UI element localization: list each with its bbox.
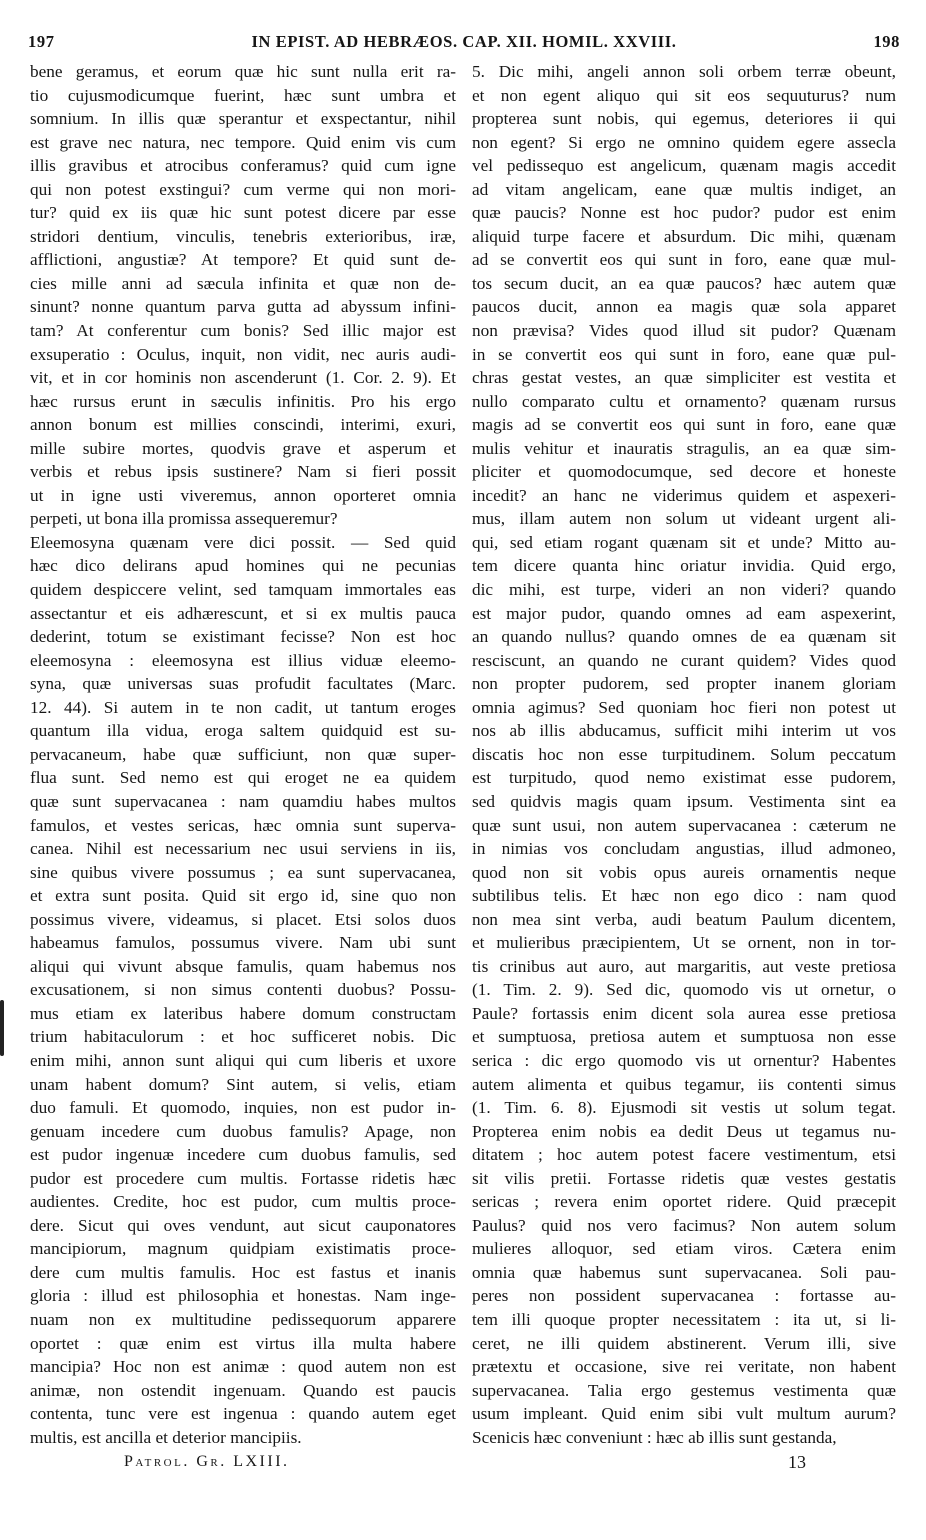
text-line: propterea sunt nobis, qui egemus, deteriores ii qui	[472, 109, 896, 129]
text-line: sed quidvis magis quam ipsum. Vestimenta sint ea	[472, 791, 896, 811]
text-line: dic mihi, est turpe, videri an non videri? quando	[472, 580, 896, 600]
text-line: audientes. Credite, hoc est pudor, cum multis proce-	[30, 1192, 456, 1212]
text-line: prætextu et occasione, sive rei veritate, non habent	[472, 1357, 896, 1377]
text-line: contenta, tunc vere est ingenua : quando autem eget	[30, 1404, 456, 1424]
text-line: mulieres alloquor, sed etiam viros. Cætera enim	[472, 1239, 896, 1259]
margin-mark	[0, 1000, 4, 1056]
text-line: cies mille anni ad sæcula infinita et quæ non de-	[30, 273, 456, 293]
text-line: tos secum ducit, an ea quæ paucos? hæc autem quæ	[472, 273, 896, 293]
text-line: dederint, totum se existimant fecisse? Non est hoc	[30, 627, 456, 647]
text-line: est grave nec natura, nec tempore. Quid enim vis cum	[30, 132, 456, 152]
text-line: non propter pudorem, sed propter inanem gloriam	[472, 674, 896, 694]
text-line: quidem despiccere velint, sed tamquam immortales eas	[30, 580, 456, 600]
text-line: perpeti, ut bona illa promissa assequeremur?	[30, 509, 338, 529]
text-line: serica : dic ergo quomodo vis ut ornentur? Habentes	[472, 1050, 896, 1070]
text-line: aliqui qui vivunt absque famulis, quam habemus nos	[30, 956, 456, 976]
text-line: sit vilis pretii. Fortasse ridetis quæ vestes gestatis	[472, 1168, 896, 1188]
text-line: omnia agimus? Sed quoniam hoc fieri non potest ut	[472, 697, 896, 717]
text-line: non prævisa? Vides quod illud sit pudor? Quænam	[472, 321, 896, 341]
text-line: somnium. In illis quæ sperantur et exspectantur, nihil	[30, 109, 456, 129]
text-line: qui, sed etiam rogant quænam sit et unde? Mitto au-	[472, 532, 896, 552]
text-line: pliciter et quomodocumque, sed decore et honeste	[472, 462, 896, 482]
right-column	[472, 60, 896, 1449]
text-line: mulis vehitur et inauratis stragulis, an ea quæ sim-	[472, 438, 896, 458]
text-line: vit, et in cor hominis non ascenderunt (1. Cor. 2. 9). Et	[30, 368, 456, 388]
text-line: nos ab illis abducamus, sufficit mihi interim ut vos	[472, 721, 896, 741]
text-line: bene geramus, et eorum quæ hic sunt nulla erit ra-	[30, 62, 456, 81]
text-line: mus etiam ex lateribus habere domum constructam	[30, 1003, 456, 1023]
text-line: syna, quæ universas suas profudit facultates (Marc.	[30, 674, 456, 694]
text-line: possimus vivere, videamus, si placet. Etsi solos duos	[30, 909, 456, 929]
text-line: exsuperatio : Oculus, inquit, non vidit, nec auris audi-	[30, 344, 456, 364]
text-line: tio cujusmodicumque fuerint, hæc sunt umbra et	[30, 85, 456, 105]
text-line: quæ sunt supervacanea : nam quamdiu habes multos	[30, 791, 456, 811]
text-line: genuam incedere cum duobus famulis? Apage, non	[30, 1121, 456, 1141]
text-line: discatis hoc non esse turpitudinem. Solum peccatum	[472, 744, 896, 764]
text-line: vel pedissequo est angelicum, quænam magis accedit	[472, 156, 896, 176]
text-line: tem dicere quanta hinc oriatur invidia. Quid ergo,	[472, 556, 896, 576]
text-line: enim mihi, annon sunt aliqui qui cum liberis et uxore	[30, 1050, 456, 1070]
text-line: ditatem ; hoc autem potest facere vestimentum, etsi	[472, 1145, 896, 1165]
text-line: tem illi quoque propter necessitatem : ita ut, si li-	[472, 1309, 896, 1329]
text-line: trium habitaculorum : et hoc sufficeret nobis. Dic	[30, 1027, 456, 1047]
signature-number: 13	[788, 1452, 806, 1472]
page-number-left: 197	[28, 32, 55, 51]
left-column	[30, 60, 456, 1449]
text-line: mille subire mortes, quodvis grave et asperum et	[30, 438, 456, 458]
text-line: subtilibus telis. Et hæc non ego dico : nam quod	[472, 886, 896, 906]
text-line: hæc rursus erunt in sæculis infinitis. Pro his ergo	[30, 391, 456, 411]
text-line: usum impleant. Quid enim sibi vult multum aurum?	[472, 1404, 896, 1424]
text-line: et mulieribus præcipientem, Ut se ornent, non in tor-	[472, 933, 896, 953]
text-line: quod non sit vobis opus aureis ornamentis neque	[472, 862, 896, 882]
text-line: 5. Dic mihi, angeli annon soli orbem terræ obeunt,	[472, 62, 896, 81]
text-line: Scenicis hæc conveniunt : hæc ab illis sunt gestanda,	[472, 1427, 837, 1447]
text-line: eleemosyna : eleemosyna est illius viduæ eleemo-	[30, 650, 456, 670]
text-line: canea. Nihil est necessarium nec usui serviens in iis,	[30, 839, 456, 859]
text-line: et extra sunt posita. Quid sit ergo id, sine quo non	[30, 886, 456, 906]
text-line: illis gravibus et atrocibus conferamus? quid cum igne	[30, 156, 456, 176]
text-line: pudor est procedere cum multis. Fortasse ridetis hæc	[30, 1168, 456, 1188]
text-line: 12. 44). Si autem in te non cadit, ut tantum eroges	[30, 697, 456, 717]
text-line: Paule? fortassis enim dicent sola aurea esse pretiosa	[472, 1003, 896, 1023]
text-line: Propterea enim nobis ea dedit Deus ut tegamus nu-	[472, 1121, 896, 1141]
text-line: quæ sunt usui, non autem supervacanea : cæterum ne	[472, 815, 896, 835]
text-line: in se convertit eos qui sunt in foro, eane quæ pul-	[472, 344, 896, 364]
text-line: et non egent aliquo qui sit eos sequuturus? num	[472, 85, 896, 105]
page-title: IN EPIST. AD HEBRÆOS. CAP. XII. HOMIL. XXVIII.	[251, 32, 677, 51]
text-line: non mea sint verba, audi beatum Paulum dicentem,	[472, 909, 896, 929]
text-line: pervacaneum, habe quæ sufficiunt, non quæ super-	[30, 744, 456, 764]
text-line: (1. Tim. 2. 9). Sed dic, quomodo vis ut ornetur, o	[472, 980, 896, 1000]
text-line: incedit? an hanc ne viderimus quidem et aspexeri-	[472, 485, 896, 505]
text-line: supervacanea. Talia ergo gestemus vestimenta quæ	[472, 1380, 896, 1400]
text-line: mancipia? Hoc non est animæ : quod autem non est	[30, 1357, 456, 1377]
text-line: animæ, non ostendit ingenuam. Quando est paucis	[30, 1380, 456, 1400]
text-line: nullo comparato cultu et ornamento? quænam rursus	[472, 391, 896, 411]
text-line: oportet : quæ enim est virtus illa multa habere	[30, 1333, 456, 1353]
text-line: gloria : illud est philosophia et honestas. Nam inge-	[30, 1286, 456, 1306]
text-line: peres non possident supervacanea : fortasse au-	[472, 1286, 896, 1306]
text-line: est pudor ingenuæ incedere cum duobus famulis, sed	[30, 1145, 456, 1165]
text-line: tur? quid ex iis quæ hic sunt potest dicere par esse	[30, 203, 456, 223]
text-line: sine quibus vivere possumus ; ea sunt supervacanea,	[30, 862, 456, 882]
text-line: excusationem, si non simus contenti duobus? Possu-	[30, 980, 456, 1000]
text-line: et sumptuosa, pretiosa autem et sumptuosa non esse	[472, 1027, 896, 1047]
text-line: (1. Tim. 6. 8). Ejusmodi sit vestis ut solum tegat.	[472, 1098, 896, 1118]
text-line: Eleemosyna quænam vere dici possit. — Sed quid	[30, 532, 456, 552]
text-line: sericas ; revera enim oportet ridere. Quid præcepit	[472, 1192, 896, 1212]
text-line: an quando nullus? quando omnes de ea quænam sit	[472, 627, 896, 647]
text-line: quæ paucis? Nonne est hoc pudor? pudor est enim	[472, 203, 896, 223]
text-line: assectantur et eis adhærescunt, et si ex multis pauca	[30, 603, 456, 623]
text-line: duo famuli. Et quomodo, inquies, non est pudor in-	[30, 1098, 456, 1118]
text-line: multis, est ancilla et deterior mancipiis.	[30, 1427, 302, 1447]
text-line: afflictioni, angustiæ? At tempore? Et quid sunt de-	[30, 250, 456, 270]
text-line: unam habent domum? Sint autem, si velis, etiam	[30, 1074, 456, 1094]
text-line: magis ad se convertit eos qui sunt in foro, eane quæ	[472, 415, 896, 435]
text-line: ut in igne usti viveremus, annon oporteret omnia	[30, 485, 456, 505]
text-line: habeamus famulos, possumus vivere. Nam ubi sunt	[30, 933, 456, 953]
text-line: omnia quæ habemus sunt supervacanea. Soli pau-	[472, 1262, 896, 1282]
text-line: famulos, et vestes sericas, hæc omnia sunt superva-	[30, 815, 456, 835]
text-line: non egent? Si ergo ne omnino quidem egere assecla	[472, 132, 896, 152]
text-line: paucos ducit, annon ea magis quæ sola apparet	[472, 297, 896, 317]
text-line: aliquid turpe facere et absurdum. Dic mihi, quænam	[472, 226, 896, 246]
text-line: dere cum multis famulis. Hoc est fastus et inanis	[30, 1262, 456, 1282]
text-line: Paulus? quid nos vero facimus? Non autem solum	[472, 1215, 896, 1235]
text-line: in nimias vos concludam angustias, illud admoneo,	[472, 839, 896, 859]
text-line: tis crinibus aut auro, aut margaritis, aut veste pretiosa	[472, 956, 896, 976]
text-line: ad vitam angelicam, eane quæ multis indiget, an	[472, 179, 896, 199]
text-line: sinunt? nonne quantum parva gutta ad abyssum infini-	[30, 297, 456, 317]
text-line: tam? At conferentur cum bonis? Sed illic major est	[30, 321, 456, 341]
text-line: mus, illam autem non solum ut videant urgent ali-	[472, 509, 896, 529]
page-number-right: 198	[873, 32, 900, 51]
text-line: autem alimenta et quibus tegamur, iis contenti simus	[472, 1074, 896, 1094]
text-line: ad se convertit eos qui sunt in foro, eane quæ mul-	[472, 250, 896, 270]
text-line: qui non potest exstingui? cum verme qui non mori-	[30, 179, 456, 199]
text-line: chras gestat vestes, an quæ simpliciter est vestita et	[472, 368, 896, 388]
text-line: mancipiorum, magnum quidpiam existimatis proce-	[30, 1239, 456, 1259]
text-line: flua sunt. Sed nemo est qui eroget ne ea quidem	[30, 768, 456, 788]
text-line: resciscunt, an quando ne curant quidem? Vides quod	[472, 650, 896, 670]
text-line: verbis et rebus ipsis sustinere? Nam si fieri possit	[30, 462, 456, 482]
text-line: annon bonum est millies conscindi, interimi, exuri,	[30, 415, 456, 435]
text-line: est major pudor, quando omnes ad eam aspexerint,	[472, 603, 896, 623]
text-line: stridori dentium, vinculis, tenebris exterioribus, iræ,	[30, 226, 456, 246]
running-head	[28, 32, 900, 54]
text-line: nuam non ex multitudine pedissequorum apparere	[30, 1309, 456, 1329]
text-line: quantum illa vidua, eroga saltem quidquid est su-	[30, 721, 456, 741]
text-line: est turpitudo, quod nemo existimat esse pudorem,	[472, 768, 896, 788]
text-line: ceret, ne illi quidem abstinerent. Verum illi, sive	[472, 1333, 896, 1353]
text-line: dere. Sicut qui oves vendunt, aut sicut cauponatores	[30, 1215, 456, 1235]
text-line: hæc dico delirans apud homines qui ne pecunias	[30, 556, 456, 576]
signature-mark: Patrol. Gr. LXIII.	[124, 1453, 290, 1470]
